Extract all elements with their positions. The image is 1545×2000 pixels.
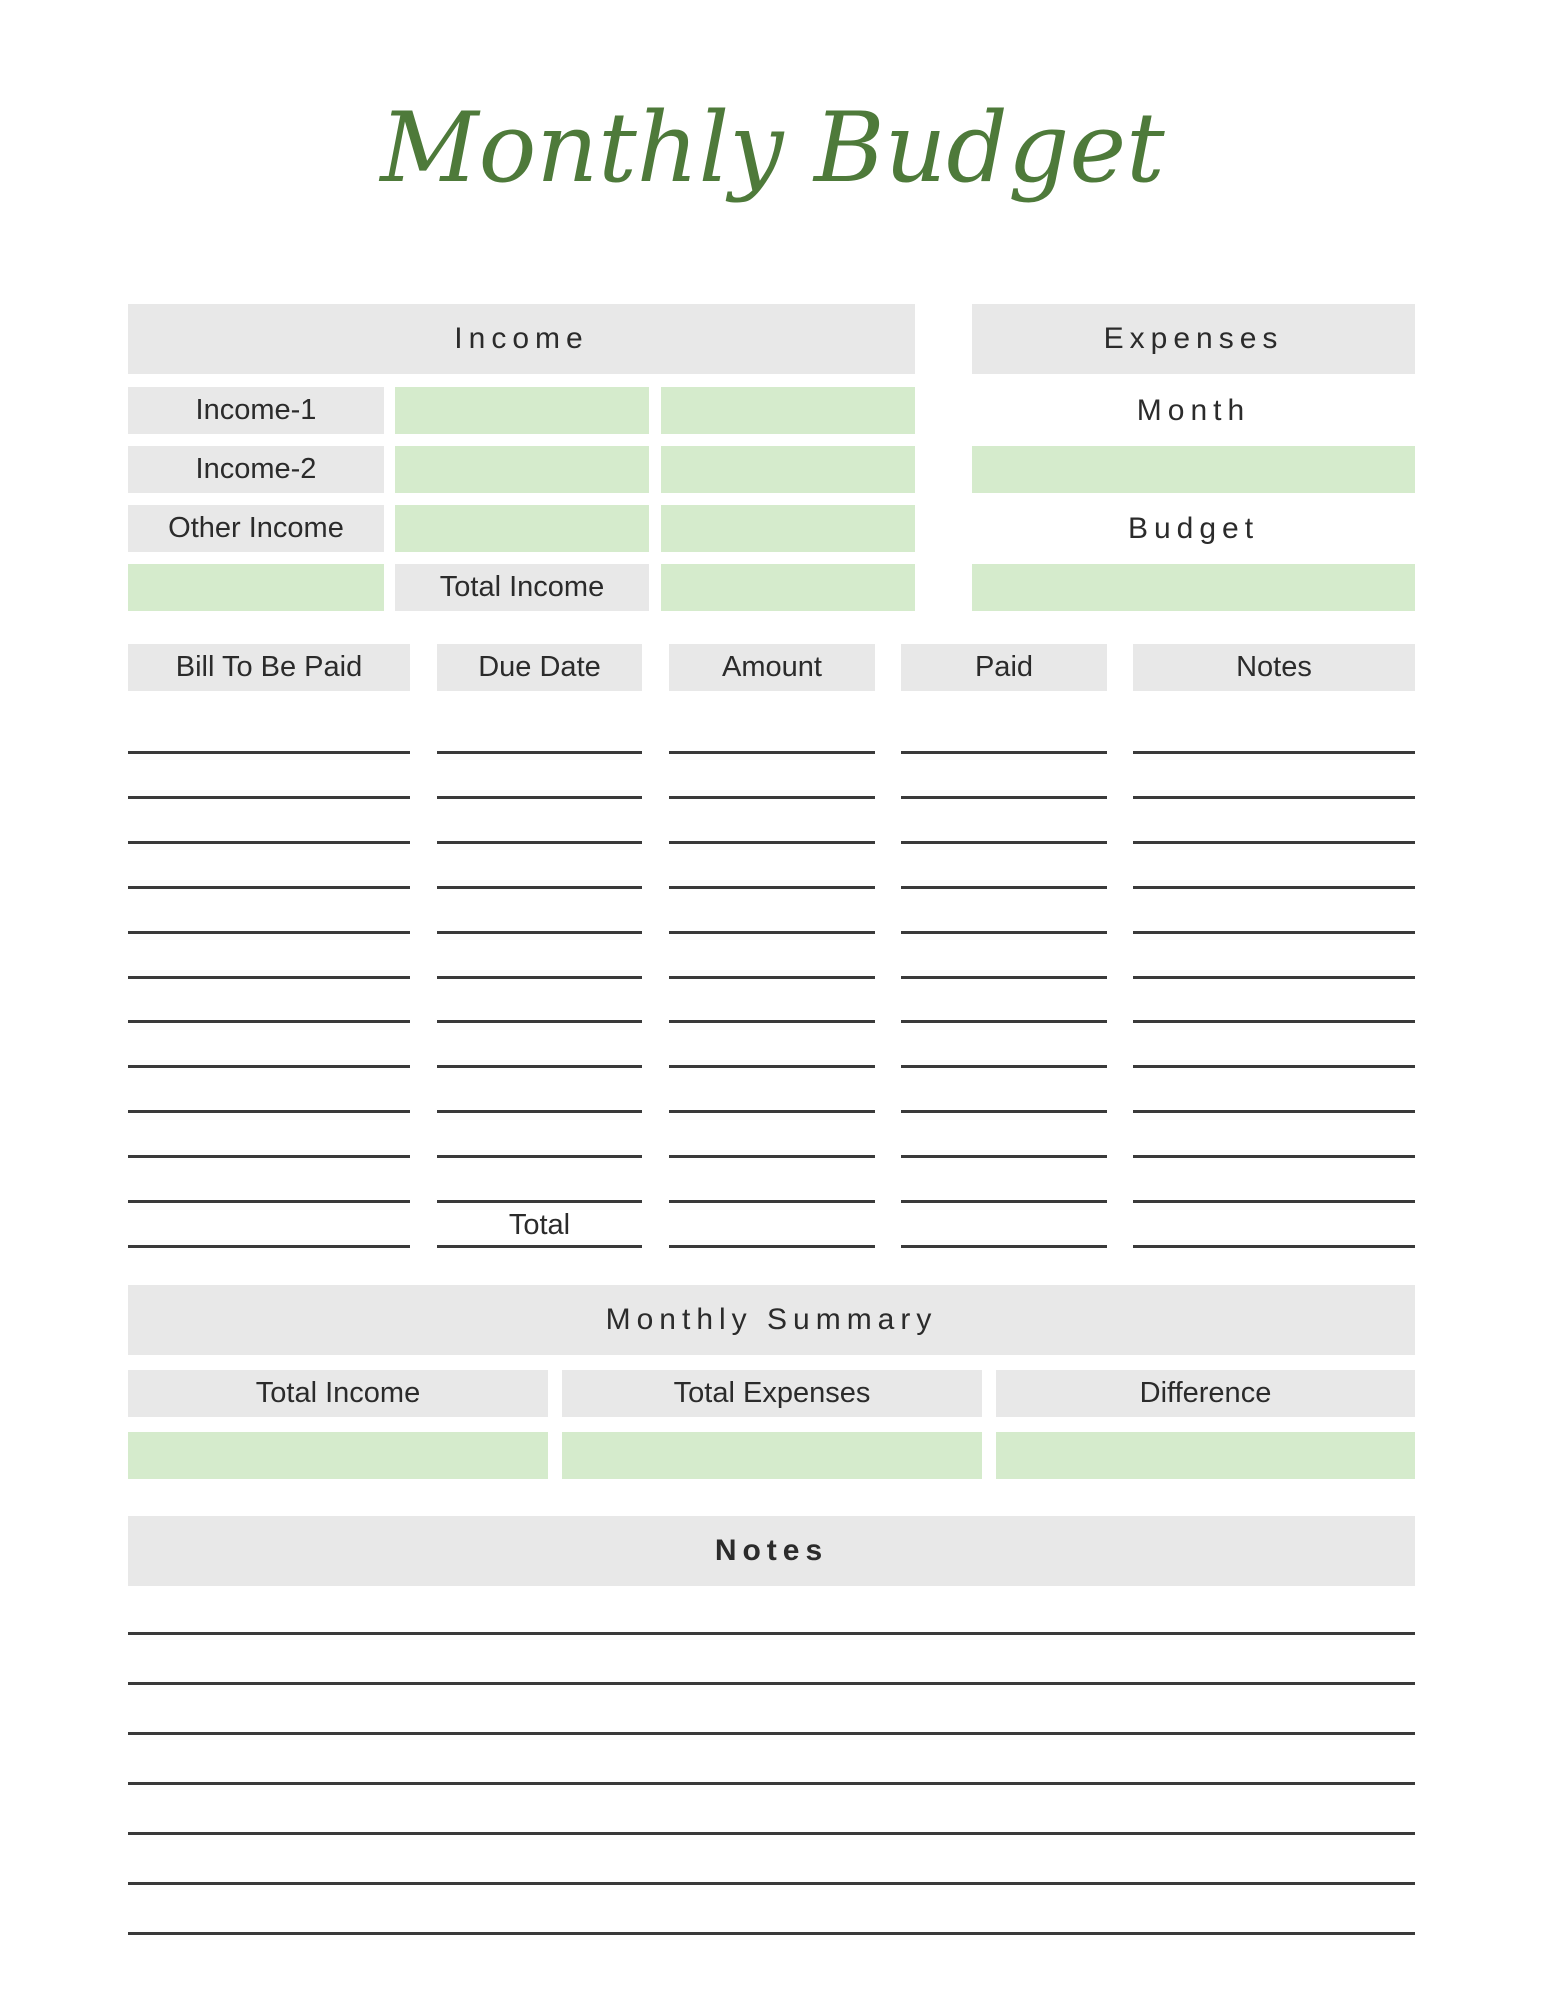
bill-line-notes[interactable] [1133,886,1415,889]
bill-line-paid[interactable] [901,976,1107,979]
page-title: Monthly Budget [380,92,1165,204]
bill-line-amount[interactable] [669,886,875,889]
income-1-field-b[interactable] [661,387,915,434]
bill-line-bill[interactable] [128,1200,410,1203]
bill-line-due-date[interactable] [437,796,642,799]
bill-line-amount[interactable] [669,841,875,844]
month-field[interactable] [972,446,1415,493]
summary-total-income-label: Total Income [128,1370,548,1417]
bill-line-due-date[interactable] [437,1020,642,1023]
income-2-label: Income-2 [128,446,384,493]
bill-line-due-date[interactable] [437,1110,642,1113]
notes-line[interactable] [128,1682,1415,1685]
bill-line-due-date[interactable] [437,1155,642,1158]
bills-total-label: Total [508,1209,571,1241]
bill-line-amount[interactable] [669,1065,875,1068]
bill-line-paid[interactable] [901,1200,1107,1203]
bill-line-paid[interactable] [901,1065,1107,1068]
bill-line-amount[interactable] [669,1200,875,1203]
bill-line-notes[interactable] [1133,1110,1415,1113]
bill-line-paid[interactable] [901,841,1107,844]
bill-line-paid[interactable] [901,1155,1107,1158]
bill-line-due-date[interactable] [437,841,642,844]
bill-line-amount[interactable] [669,751,875,754]
col-header-paid: Paid [901,644,1107,691]
bill-line-due-date[interactable] [437,1065,642,1068]
month-label: Month [1136,393,1251,427]
other-income-field-a[interactable] [395,505,649,552]
bill-line-bill[interactable] [128,751,410,754]
notes-header: Notes [128,1516,1415,1586]
bill-line-bill[interactable] [128,796,410,799]
bill-line-bill[interactable] [128,1155,410,1158]
total-income-extra-field[interactable] [128,564,384,611]
bill-line-notes[interactable] [1133,841,1415,844]
notes-line[interactable] [128,1932,1415,1935]
summary-difference-field[interactable] [996,1432,1415,1479]
income-1-label: Income-1 [128,387,384,434]
bill-line-paid[interactable] [901,796,1107,799]
bill-line-amount[interactable] [669,931,875,934]
bill-line-amount[interactable] [669,1155,875,1158]
bill-line-amount[interactable] [669,1110,875,1113]
col-header-due-date: Due Date [437,644,642,691]
col-header-amount: Amount [669,644,875,691]
budget-label: Budget [1127,511,1260,545]
bill-line-notes[interactable] [1133,1245,1415,1248]
total-income-field[interactable] [661,564,915,611]
bill-line-notes[interactable] [1133,1200,1415,1203]
bill-line-paid[interactable] [901,886,1107,889]
bill-line-bill[interactable] [128,1245,410,1248]
bill-line-notes[interactable] [1133,931,1415,934]
bill-line-paid[interactable] [901,1110,1107,1113]
bill-line-bill[interactable] [128,976,410,979]
bill-line-due-date[interactable] [437,751,642,754]
other-income-label: Other Income [128,505,384,552]
notes-line[interactable] [128,1732,1415,1735]
bill-line-notes[interactable] [1133,1020,1415,1023]
summary-total-expenses-field[interactable] [562,1432,982,1479]
income-1-field-a[interactable] [395,387,649,434]
bill-line-notes[interactable] [1133,1155,1415,1158]
bill-line-notes[interactable] [1133,796,1415,799]
bill-line-amount[interactable] [669,796,875,799]
bill-line-notes[interactable] [1133,976,1415,979]
col-header-notes: Notes [1133,644,1415,691]
col-header-bill: Bill To Be Paid [128,644,410,691]
bill-line-paid[interactable] [901,751,1107,754]
bill-line-amount[interactable] [669,1020,875,1023]
notes-line[interactable] [128,1782,1415,1785]
bill-line-notes[interactable] [1133,1065,1415,1068]
bill-line-paid[interactable] [901,1245,1107,1248]
bill-line-notes[interactable] [1133,751,1415,754]
bill-line-due-date[interactable] [437,931,642,934]
bill-line-bill[interactable] [128,1020,410,1023]
income-2-field-b[interactable] [661,446,915,493]
bill-line-due-date[interactable] [437,976,642,979]
budget-field[interactable] [972,564,1415,611]
income-2-field-a[interactable] [395,446,649,493]
notes-line[interactable] [128,1882,1415,1885]
summary-header: Monthly Summary [128,1285,1415,1355]
total-income-label: Total Income [395,564,649,611]
bill-line-paid[interactable] [901,1020,1107,1023]
bill-line-bill[interactable] [128,1065,410,1068]
notes-line[interactable] [128,1632,1415,1635]
bill-line-paid[interactable] [901,931,1107,934]
bill-line-amount[interactable] [669,1245,875,1248]
notes-line[interactable] [128,1832,1415,1835]
bill-line-due-date[interactable] [437,886,642,889]
bill-line-bill[interactable] [128,931,410,934]
other-income-field-b[interactable] [661,505,915,552]
summary-difference-label: Difference [996,1370,1415,1417]
summary-total-expenses-label: Total Expenses [562,1370,982,1417]
bill-line-bill[interactable] [128,1110,410,1113]
bill-line-due-date[interactable] [437,1245,642,1248]
summary-total-income-field[interactable] [128,1432,548,1479]
bill-line-amount[interactable] [669,976,875,979]
income-header: Income [128,304,915,374]
bill-line-bill[interactable] [128,841,410,844]
expenses-header: Expenses [972,304,1415,374]
bill-line-bill[interactable] [128,886,410,889]
